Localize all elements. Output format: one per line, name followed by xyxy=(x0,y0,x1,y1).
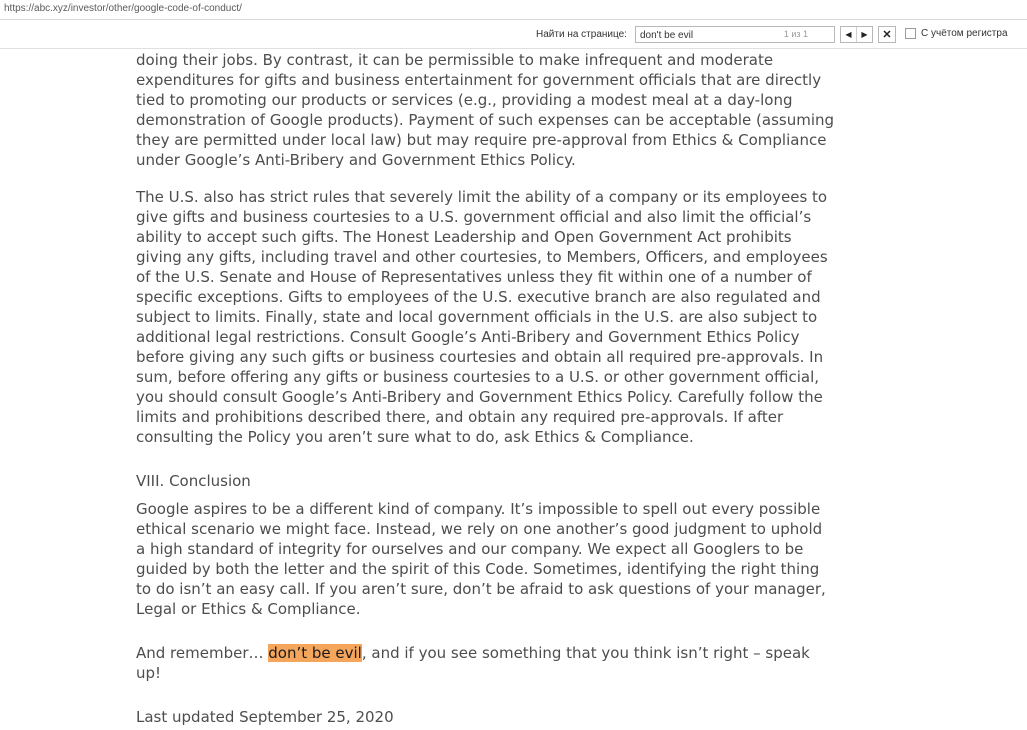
find-close-button[interactable] xyxy=(878,26,896,43)
address-bar[interactable] xyxy=(0,0,1027,20)
match-case-label: С учётом регистра xyxy=(921,28,1008,39)
search-highlight: don’t be evil xyxy=(268,644,362,662)
url-text[interactable]: https://abc.xyz/investor/other/google-code-of-conduct/ xyxy=(4,3,242,14)
remember-prefix: And remember… xyxy=(136,644,269,662)
remember-suffix: , and if you see something that you think isn’t right – speak up! xyxy=(136,644,810,682)
paragraph-us-rules: The U.S. also has strict rules that severely limit the ability of a company or its employees to give gifts and business courtesies to a U.S. government official and also limit the official’s ability to accept such gifts. The Honest Leadership and Open Government Act prohibits giving any gifts, including travel and other courtesies, to Members, Officers, and employees of the U.S. Senate and House of Representatives unless they fit within one of a number of specific exceptions. Gifts to employees of the U.S. executive branch are also regulated and subject to limits. Finally, state and local government officials in the U.S. are also subject to additional legal restrictions. Consult Google’s Anti-Bribery and Government Ethics Policy before giving any such gifts or business courtesies and obtain all required pre-approvals. In sum, before offering any gifts or business courtesies to a U.S. or other government official, you should consult Google’s Anti-Bribery and Government Ethics Policy. Carefully follow the limits and prohibitions described there, and obtain any required pre-approvals. If after consulting the Policy you aren’t sure what to do, ask Ethics & Compliance. xyxy=(136,188,828,446)
paragraph-gifts-moderate: doing their jobs. By contrast, it can be permissible to make infrequent and moderate expenditures for gifts and business entertainment for government officials that are directly tied to promoting our products or services (e.g., providing a modest meal at a day-long demonstration of Google products). Payment of such expenses can be acceptable (assuming they are permitted under local law) but may require pre-approval from Ethics & Compliance under Google’s Anti-Bribery and Government Ethics Policy. xyxy=(136,51,835,169)
paragraph-conclusion: Google aspires to be a different kind of company. It’s impossible to spell out every possible ethical scenario we might face. Instead, we rely on one another’s good judgment to uphold a high standard of integrity for ourselves and our company. We expect all Googlers to be guided by both the letter and the spirit of this Code. Sometimes, identifying the right thing to do isn’t an easy call. If you aren’t sure, don’t be afraid to ask questions of your manager, Legal or Ethics & Compliance. xyxy=(136,500,826,618)
paragraph-remember xyxy=(136,643,836,683)
find-nav-group xyxy=(840,26,873,43)
find-input-box[interactable] xyxy=(635,26,835,43)
find-bar xyxy=(0,21,1027,49)
last-updated: Last updated September 25, 2020 xyxy=(136,708,394,726)
article-body xyxy=(136,50,836,727)
close-icon: ✕ xyxy=(882,29,892,41)
section-heading-conclusion: VIII. Conclusion xyxy=(136,472,251,490)
find-input[interactable] xyxy=(640,29,775,41)
match-case-toggle[interactable] xyxy=(905,28,1008,39)
triangle-left-icon: ◀ xyxy=(845,30,852,39)
triangle-right-icon: ▶ xyxy=(861,30,868,39)
match-case-checkbox[interactable] xyxy=(905,28,916,39)
find-prev-button[interactable] xyxy=(841,27,856,42)
find-label: Найти на странице: xyxy=(536,29,627,40)
find-next-button[interactable] xyxy=(856,27,872,42)
find-match-count: 1 из 1 xyxy=(783,29,808,39)
